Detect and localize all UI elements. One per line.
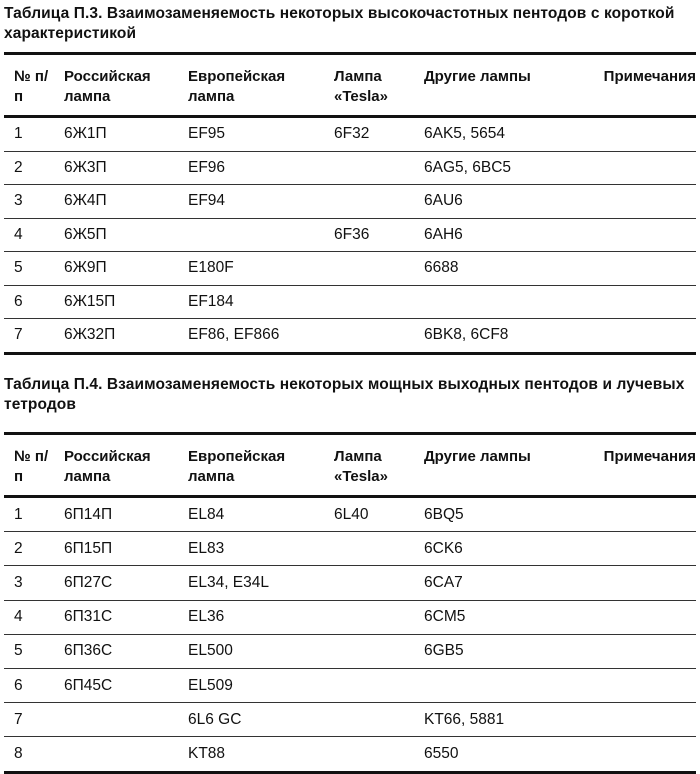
table1-cell-russian: 6Ж32П	[64, 326, 116, 344]
table2-cell-european: EL500	[188, 642, 233, 660]
table2-cell-european: 6L6 GC	[188, 710, 242, 728]
table2-cell-num: 8	[14, 744, 23, 762]
table2-cell-tesla	[324, 634, 414, 668]
table1-cell-tesla: 6F36	[334, 225, 370, 243]
table1-row	[4, 218, 696, 252]
table2-caption: Таблица П.4. Взаимозаменяемость некоторых мощных выходных пентодов и лучевых тетродов	[4, 376, 685, 413]
table2	[4, 432, 696, 774]
table2-cell-european: EL36	[188, 608, 225, 626]
table1-header-row	[4, 54, 696, 117]
table2-row	[4, 668, 696, 702]
table1-header-num: № п/п	[14, 68, 49, 105]
table1-cell-russian: 6Ж3П	[64, 158, 107, 176]
table1-cell-other	[414, 285, 554, 319]
table2-cell-tesla	[324, 532, 414, 566]
table2-header-row	[4, 434, 696, 497]
table2-cell-num: 1	[14, 505, 23, 523]
table2-cell-european: EL84	[188, 505, 225, 523]
table2-cell-european: EL83	[188, 539, 225, 557]
table2-cell-other: KT66, 5881	[424, 710, 505, 728]
table2-row	[4, 737, 696, 772]
table2-cell-num: 6	[14, 676, 23, 694]
table2-cell-num: 5	[14, 642, 23, 660]
table1-row	[4, 185, 696, 219]
table2-row	[4, 532, 696, 566]
table2-header-num: № п/п	[14, 448, 49, 485]
table1-row	[4, 319, 696, 354]
table2-cell-notes	[554, 566, 696, 600]
table2-header	[4, 434, 696, 497]
table2-header-european: Европейская лампа	[188, 448, 286, 485]
table2-cell-notes	[554, 497, 696, 532]
table2-cell-russian: 6П15П	[64, 539, 113, 557]
table2-cell-tesla	[324, 668, 414, 702]
table1-cell-russian: 6Ж1П	[64, 125, 107, 143]
table1-caption: Таблица П.3. Взаимозаменяемость некоторых высокочастотных пентодов с короткой характеристикой	[4, 5, 675, 42]
table2-cell-other: 6GB5	[424, 642, 464, 660]
table1-cell-notes	[554, 151, 696, 185]
table2-cell-notes	[554, 600, 696, 634]
table1-cell-other: 6AK5, 5654	[424, 125, 506, 143]
table1-cell-tesla	[324, 319, 414, 354]
table1-cell-notes	[554, 117, 696, 152]
table1-row	[4, 252, 696, 286]
table2-cell-russian	[54, 703, 178, 737]
table1-header-european: Европейская лампа	[188, 68, 286, 105]
table1-cell-num: 7	[14, 326, 23, 344]
table1-cell-other: 6688	[424, 259, 459, 277]
table1-cell-russian: 6Ж5П	[64, 225, 107, 243]
table2-cell-notes	[554, 532, 696, 566]
table2-cell-tesla	[324, 566, 414, 600]
table1-cell-notes	[554, 218, 696, 252]
table2-cell-num: 3	[14, 573, 23, 591]
table2-row	[4, 600, 696, 634]
table1-cell-russian: 6Ж4П	[64, 192, 107, 210]
table1-row	[4, 117, 696, 152]
table2-cell-russian: 6П36С	[64, 642, 113, 660]
table1-row	[4, 285, 696, 319]
table1-row	[4, 151, 696, 185]
table2-cell-tesla	[324, 703, 414, 737]
table2-cell-tesla	[324, 600, 414, 634]
table1-cell-tesla: 6F32	[334, 125, 370, 143]
table1-cell-num: 5	[14, 259, 23, 277]
table1-cell-russian: 6Ж15П	[64, 292, 116, 310]
table1-header-tesla: Лампа «Tesla»	[334, 68, 388, 105]
table2-header-notes: Примечания	[603, 448, 696, 465]
table2-cell-other: 6550	[424, 744, 459, 762]
table2-cell-other: 6CK6	[424, 539, 463, 557]
table2-header-other: Другие лампы	[424, 448, 531, 465]
table2-cell-other: 6CA7	[424, 573, 463, 591]
table2-cell-european: EL509	[188, 676, 233, 694]
table1	[4, 52, 696, 355]
table2-cell-russian: 6П31С	[64, 608, 113, 626]
table1-cell-european: EF94	[188, 192, 226, 210]
table2-header-tesla: Лампа «Tesla»	[334, 448, 388, 485]
table1-cell-other: 6BK8, 6CF8	[424, 326, 509, 344]
table1-cell-european	[178, 218, 324, 252]
table2-cell-russian: 6П45С	[64, 676, 113, 694]
table2-cell-tesla	[324, 737, 414, 772]
table1-header-russian: Российская лампа	[64, 68, 151, 105]
table2-cell-russian: 6П27С	[64, 573, 113, 591]
table1-cell-num: 2	[14, 158, 23, 176]
table1-header	[4, 54, 696, 117]
table2-cell-other: 6CM5	[424, 608, 466, 626]
table1-cell-tesla	[324, 151, 414, 185]
table2-cell-other: 6BQ5	[424, 505, 464, 523]
table1-cell-num: 3	[14, 192, 23, 210]
table1-cell-european: E180F	[188, 259, 234, 277]
table1-cell-num: 6	[14, 292, 23, 310]
table1-cell-other: 6AG5, 6BC5	[424, 158, 512, 176]
table2-cell-notes	[554, 703, 696, 737]
table2-cell-other	[414, 668, 554, 702]
table2-cell-num: 7	[14, 710, 23, 728]
table1-cell-european: EF96	[188, 158, 226, 176]
table2-cell-notes	[554, 737, 696, 772]
table2-cell-num: 2	[14, 539, 23, 557]
table1-cell-notes	[554, 252, 696, 286]
table1-header-notes: Примечания	[603, 68, 696, 85]
table1-body	[4, 117, 696, 354]
table2-body	[4, 497, 696, 773]
table1-cell-notes	[554, 319, 696, 354]
table2-cell-russian	[54, 737, 178, 772]
table1-cell-tesla	[324, 285, 414, 319]
table2-row	[4, 634, 696, 668]
table2-cell-european: EL34, E34L	[188, 573, 270, 591]
table2-cell-notes	[554, 668, 696, 702]
table1-cell-num: 4	[14, 225, 23, 243]
table1-cell-tesla	[324, 252, 414, 286]
table1-cell-european: EF184	[188, 292, 234, 310]
table2-row	[4, 703, 696, 737]
table1-cell-russian: 6Ж9П	[64, 259, 107, 277]
table2-row	[4, 566, 696, 600]
table1-cell-notes	[554, 185, 696, 219]
table1-cell-other: 6AU6	[424, 192, 463, 210]
table1-header-other: Другие лампы	[424, 68, 531, 85]
table1-cell-other: 6AH6	[424, 225, 463, 243]
table1-cell-european: EF95	[188, 125, 226, 143]
table2-cell-tesla: 6L40	[334, 505, 369, 523]
table1-cell-notes	[554, 285, 696, 319]
table2-header-russian: Российская лампа	[64, 448, 151, 485]
table2-cell-notes	[554, 634, 696, 668]
table2-cell-num: 4	[14, 608, 23, 626]
table2-row	[4, 497, 696, 532]
table1-cell-european: EF86, EF866	[188, 326, 280, 344]
table2-cell-russian: 6П14П	[64, 505, 113, 523]
table1-cell-tesla	[324, 185, 414, 219]
table1-cell-num: 1	[14, 125, 23, 143]
table2-cell-european: KT88	[188, 744, 226, 762]
